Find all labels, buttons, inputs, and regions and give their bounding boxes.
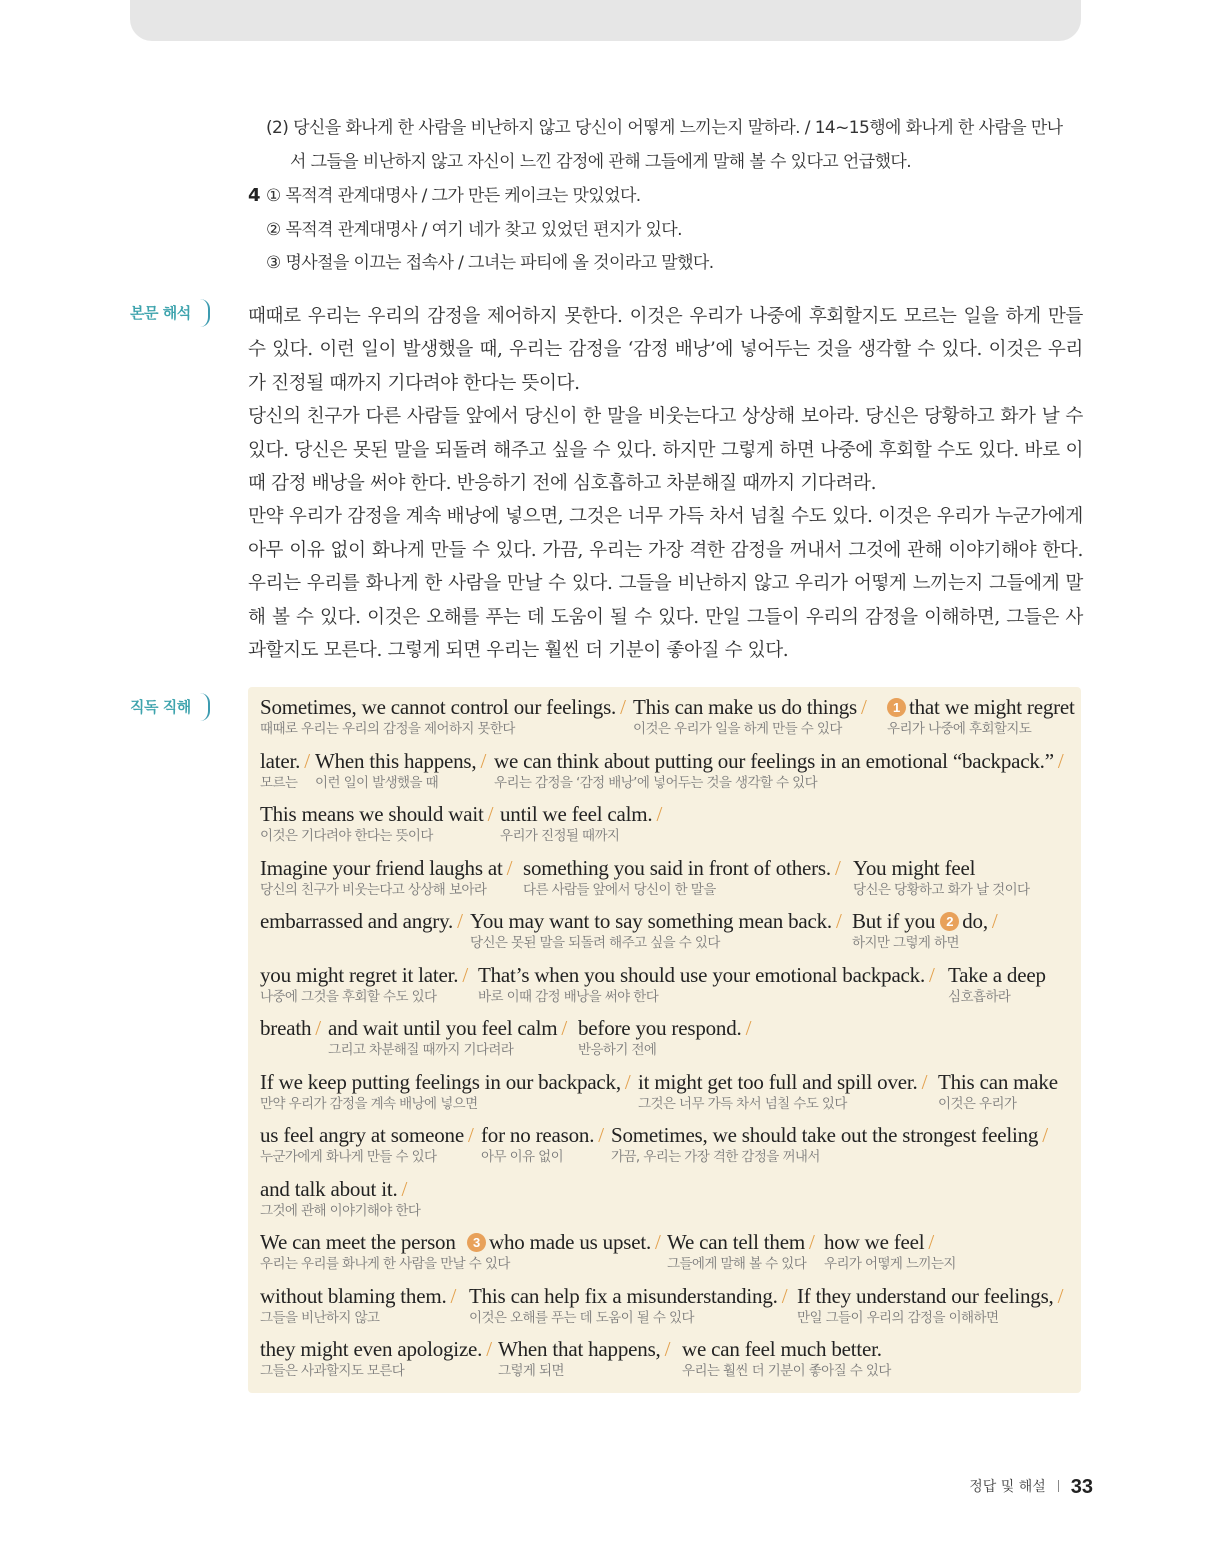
- english-text: we can think about putting our feelings in an emotional “backpack.”: [494, 748, 1054, 773]
- english-text: it might get too full and spill over.: [638, 1069, 918, 1094]
- page-footer: [969, 1476, 1093, 1499]
- english-text: This can make us do things: [633, 695, 858, 719]
- english-text: and talk about it.: [260, 1176, 398, 1201]
- chunk-divider: /: [929, 962, 935, 987]
- chunk-divider: /: [620, 695, 626, 719]
- korean-gloss: 그것에 관해 이야기해야 한다: [260, 1202, 421, 1219]
- reading-chunk: [523, 856, 841, 900]
- footer-separator: [1058, 1480, 1059, 1492]
- page-number: 33: [1070, 1476, 1093, 1498]
- answer-line: [248, 214, 1088, 248]
- korean-gloss: 다른 사람들 앞에서 당신이 한 말을: [523, 881, 716, 898]
- reading-chunk: [260, 695, 626, 739]
- reading-chunk: [260, 749, 310, 793]
- reading-chunk: [500, 802, 662, 846]
- english-text: and wait until you feel calm: [328, 1016, 558, 1040]
- reading-chunk: [260, 802, 493, 846]
- english-chunk: [887, 695, 1075, 719]
- korean-gloss: 하지만 그렇게 하면: [852, 935, 959, 951]
- english-text: But if you: [852, 909, 941, 933]
- english-chunk: [633, 695, 867, 719]
- english-chunk: [328, 1016, 567, 1040]
- english-chunk: [469, 1284, 787, 1308]
- english-chunk: [638, 1070, 927, 1094]
- english-chunk: [500, 802, 662, 826]
- korean-gloss: 반응하기 전에: [578, 1042, 657, 1058]
- english-text: do,: [962, 909, 988, 933]
- reading-chunk: [260, 963, 468, 1007]
- chunk-divider: /: [921, 1069, 928, 1094]
- english-chunk: [260, 1337, 492, 1361]
- english-text: Imagine your friend laughs at: [260, 855, 503, 880]
- top-header-bar: [130, 0, 1081, 41]
- reading-chunk: [260, 856, 512, 900]
- footer-label: 정답 및 해설: [969, 1479, 1046, 1495]
- english-text: This means we should wait: [260, 802, 484, 826]
- english-chunk: [948, 963, 1046, 987]
- reading-chunk: [467, 1230, 661, 1274]
- answer-line: [248, 146, 1088, 180]
- english-text: something you said in front of others.: [523, 855, 831, 880]
- english-text: they might even apologize.: [260, 1337, 483, 1361]
- chunk-divider: /: [834, 855, 841, 880]
- korean-gloss: 그들에게 말해 볼 수 있다: [667, 1256, 807, 1272]
- english-chunk: [578, 1016, 751, 1040]
- english-chunk: [478, 963, 935, 987]
- chunk-divider: /: [861, 695, 867, 719]
- korean-gloss: 심호흡하라: [948, 988, 1011, 1005]
- direct-reading-tag-label: 직독 직해: [130, 698, 191, 716]
- answer-text: ① 목적격 관계대명사 / 그가 만든 케이크는 맛있었다.: [265, 186, 641, 206]
- marker-3-icon: 3: [467, 1233, 486, 1252]
- chunk-divider: /: [486, 1337, 492, 1361]
- english-text: Sometimes, we should take out the strongest feeling: [611, 1123, 1039, 1147]
- reading-chunk: [578, 1016, 751, 1060]
- english-text: This can make: [938, 1069, 1058, 1094]
- english-chunk: [852, 909, 998, 933]
- english-text: embarrassed and angry.: [260, 909, 454, 933]
- korean-translation: [248, 300, 1083, 667]
- english-text: That’s when you should use your emotional backpack.: [478, 962, 926, 987]
- english-text: You may want to say something mean back.: [470, 909, 832, 933]
- korean-gloss: 우리는 훨씬 더 기분이 좋아질 수 있다: [682, 1363, 891, 1379]
- korean-gloss: 때때로 우리는 우리의 감정을 제어하지 못한다: [260, 721, 515, 737]
- english-text: You might feel: [853, 855, 976, 880]
- reading-chunk: [938, 1070, 1058, 1114]
- korean-gloss: 우리가 나중에 후회할지도: [887, 721, 1032, 737]
- chunk-divider: /: [928, 1230, 935, 1254]
- reading-chunk: [260, 909, 463, 953]
- translation-paragraph: 당신의 친구가 다른 사람들 앞에서 당신이 한 말을 비웃는다고 상상해 보아라. 당신은 당황하고 화가 날 수 있다. 당신은 못된 말을 되돌려 해주고 싶을 수 있다. 하지만 그렇게 하면 나중에 후회할 수도 있다. 바로 이때 감정 배낭을 써야 한다. 반응하기 전에 심호흡하고 차분해질 때까지 기다려라.: [248, 406, 1083, 495]
- korean-gloss: 모르는: [260, 774, 298, 791]
- chunk-divider: /: [1057, 1283, 1064, 1308]
- reading-chunk: [328, 1016, 567, 1060]
- chunk-divider: /: [304, 748, 310, 773]
- english-chunk: [260, 802, 493, 826]
- english-text: that we might regret: [909, 695, 1075, 719]
- chunk-divider: /: [487, 802, 494, 826]
- question-number: 4: [248, 185, 260, 206]
- answer-line: [248, 112, 1088, 146]
- english-chunk: [938, 1070, 1058, 1094]
- english-text: us feel angry at someone: [260, 1123, 464, 1147]
- chunk-divider: /: [561, 1016, 568, 1040]
- reading-chunk: [638, 1070, 927, 1114]
- marker-2-icon: 2: [940, 912, 959, 931]
- english-chunk: [611, 1123, 1048, 1147]
- english-chunk: [260, 695, 626, 719]
- korean-gloss: 우리가 어떻게 느끼는지: [824, 1256, 956, 1272]
- chunk-divider: /: [506, 855, 513, 880]
- english-text: If we keep putting feelings in our backpack,: [260, 1069, 621, 1094]
- english-chunk: [260, 1123, 474, 1147]
- reading-chunk: [260, 1284, 456, 1328]
- chunk-divider: /: [655, 1230, 661, 1254]
- english-chunk: [260, 749, 310, 773]
- translation-tag: [130, 299, 210, 327]
- reading-chunk: [478, 963, 935, 1007]
- korean-gloss: 우리는 우리를 화나게 한 사람을 만날 수 있다: [260, 1256, 510, 1272]
- chunk-divider: /: [315, 1016, 321, 1040]
- korean-gloss: [260, 1040, 321, 1060]
- english-chunk: [797, 1284, 1063, 1308]
- english-text: Sometimes, we cannot control our feelings.: [260, 695, 617, 719]
- english-chunk: [260, 1284, 456, 1308]
- english-chunk: [498, 1337, 670, 1361]
- korean-gloss: 누군가에게 화나게 만들 수 있다: [260, 1149, 437, 1165]
- chunk-divider: /: [450, 1283, 457, 1308]
- marker-1-icon: 1: [887, 698, 906, 717]
- reading-chunk: [824, 1230, 956, 1274]
- translation-paragraph: 때때로 우리는 우리의 감정을 제어하지 못한다. 이것은 우리가 나중에 후회할지도 모르는 일을 하게 만들 수 있다. 이런 일이 발생했을 때, 우리는 감정을 ‘감정 배낭’에 넣어두는 것을 생각할 수 있다. 이것은 우리가 진정될 때까지 기다려야 한다는 뜻이다.: [248, 306, 1083, 394]
- english-chunk: [481, 1123, 604, 1147]
- reading-chunk: [852, 909, 998, 953]
- korean-gloss: 그들은 사과할지도 모른다: [260, 1363, 405, 1379]
- reading-chunk: [260, 1177, 420, 1221]
- english-text: When that happens,: [498, 1337, 661, 1361]
- answer-text: ③ 명사절을 이끄는 접속사 / 그녀는 파티에 올 것이라고 말했다.: [266, 253, 714, 273]
- korean-gloss: 나중에 그것을 후회할 수도 있다: [260, 988, 437, 1005]
- korean-gloss: 가끔, 우리는 가장 격한 감정을 꺼내서: [611, 1149, 820, 1165]
- english-chunk: [260, 909, 463, 933]
- chunk-divider: /: [462, 962, 468, 987]
- english-chunk: [260, 1070, 631, 1094]
- reading-chunk: [260, 1070, 631, 1114]
- chunk-divider: /: [624, 1069, 631, 1094]
- korean-gloss: 아무 이유 없이: [481, 1149, 564, 1165]
- translation-paragraph: 만약 우리가 감정을 계속 배낭에 넣으면, 그것은 너무 가득 차서 넘칠 수도 있다. 이것은 우리가 누군가에게 아무 이유 없이 화나게 만들 수 있다. 가끔, 우리는 가장 격한 감정을 꺼내서 그것에 관해 이야기해야 한다. 우리는 우리를 화나게 한 사람을 만날 수 있다. 그들을 비난하지 않고 우리가 어떻게 느끼는지 그들에게 말해 볼 수 있다. 이것은 오해를 푸는 데 도움이 될 수 있다. 만일 그들이 우리의 감정을 이해하면, 그들은 사과할지도 모른다. 그렇게 되면 우리는 훨씬 더 기분이 좋아질 수 있다.: [248, 506, 1083, 662]
- english-chunk: [260, 1016, 321, 1040]
- korean-gloss: 이런 일이 발생했을 때: [315, 774, 439, 791]
- english-text: breath: [260, 1016, 312, 1040]
- korean-gloss: [467, 1254, 661, 1274]
- reading-chunk: [887, 695, 1075, 739]
- english-text: When this happens,: [315, 748, 477, 773]
- korean-gloss: 만약 우리가 감정을 계속 배낭에 넣으면: [260, 1095, 478, 1112]
- english-text: We can meet the person: [260, 1230, 456, 1254]
- direct-reading-tag: [130, 693, 210, 721]
- reading-chunk: [469, 1284, 787, 1328]
- korean-gloss: 이것은 오해를 푸는 데 도움이 될 수 있다: [469, 1309, 694, 1326]
- korean-gloss: 당신은 당황하고 화가 날 것이다: [853, 881, 1030, 898]
- english-text: you might regret it later.: [260, 962, 459, 987]
- reading-chunk: [315, 749, 486, 793]
- chunk-divider: /: [835, 909, 842, 933]
- english-chunk: [523, 856, 841, 880]
- english-chunk: [470, 909, 842, 933]
- reading-chunk: [682, 1337, 891, 1381]
- chunk-divider: /: [1057, 748, 1064, 773]
- english-chunk: [467, 1230, 661, 1254]
- chunk-divider: /: [664, 1337, 671, 1361]
- chunk-divider: /: [480, 748, 487, 773]
- korean-gloss: 그리고 차분해질 때까지 기다려라: [328, 1042, 514, 1058]
- english-text: We can tell them: [667, 1230, 805, 1254]
- korean-gloss: 그것은 너무 가득 차서 넘칠 수도 있다: [638, 1095, 847, 1112]
- chunk-divider: /: [457, 909, 463, 933]
- english-text: until we feel calm.: [500, 802, 653, 826]
- korean-gloss: [260, 933, 463, 953]
- korean-gloss: 만일 그들이 우리의 감정을 이해하면: [797, 1309, 999, 1326]
- english-chunk: [853, 856, 1030, 880]
- english-chunk: [315, 749, 486, 773]
- reading-chunk: [260, 1123, 474, 1167]
- english-text: we can feel much better.: [682, 1337, 882, 1361]
- korean-gloss: 당신은 못된 말을 되돌려 해주고 싶을 수 있다: [470, 935, 720, 951]
- reading-chunk: [260, 1337, 492, 1381]
- english-text: before you respond.: [578, 1016, 742, 1040]
- korean-gloss: 우리가 진정될 때까지: [500, 828, 620, 844]
- reading-chunk: [260, 1016, 321, 1060]
- english-chunk: [667, 1230, 815, 1254]
- korean-gloss: 당신의 친구가 비웃는다고 상상해 보아라: [260, 881, 487, 898]
- korean-gloss: 이것은 기다려야 한다는 뜻이다: [260, 828, 433, 844]
- korean-gloss: 이것은 우리가 일을 하게 만들 수 있다: [633, 721, 842, 737]
- chunk-divider: /: [808, 1230, 815, 1254]
- reading-chunk: [853, 856, 1030, 900]
- answer-line: [248, 179, 1088, 214]
- english-chunk: [260, 963, 468, 987]
- english-chunk: [260, 1177, 420, 1201]
- reading-chunk: [611, 1123, 1048, 1167]
- reading-chunk: [498, 1337, 670, 1381]
- korean-gloss: 우리는 감정을 ‘감정 배낭’에 넣어두는 것을 생각할 수 있다: [494, 774, 818, 791]
- reading-chunk: [481, 1123, 604, 1167]
- chunk-divider: /: [598, 1123, 604, 1147]
- reading-chunk: [667, 1230, 815, 1274]
- korean-gloss: 이것은 우리가: [938, 1095, 1017, 1112]
- english-chunk: [824, 1230, 956, 1254]
- korean-gloss: 그들을 비난하지 않고: [260, 1309, 380, 1326]
- chunk-divider: /: [1042, 1123, 1048, 1147]
- korean-gloss: 바로 이때 감정 배낭을 써야 한다: [478, 988, 659, 1005]
- chunk-divider: /: [781, 1283, 788, 1308]
- reading-chunk: [494, 749, 1063, 793]
- english-text: how we feel: [824, 1230, 925, 1254]
- english-text: This can help fix a misunderstanding.: [469, 1283, 778, 1308]
- answer-section: [248, 112, 1088, 281]
- direct-reading-box: [248, 687, 1081, 1393]
- reading-chunk: [470, 909, 842, 953]
- answer-text: 서 그들을 비난하지 않고 자신이 느낀 감정에 관해 그들에게 말해 볼 수 있다고 언급했다.: [290, 151, 912, 172]
- english-text: who made us upset.: [489, 1230, 652, 1254]
- chunk-divider: /: [656, 802, 663, 826]
- english-text: If they understand our feelings,: [797, 1283, 1054, 1308]
- chunk-divider: /: [991, 909, 998, 933]
- english-text: without blaming them.: [260, 1283, 447, 1308]
- translation-tag-label: 본문 해석: [130, 304, 191, 322]
- english-chunk: [260, 856, 512, 880]
- english-text: Take a deep: [948, 962, 1046, 987]
- reading-chunk: [797, 1284, 1063, 1328]
- chunk-divider: /: [467, 1123, 474, 1147]
- chunk-divider: /: [401, 1176, 408, 1201]
- chunk-divider: /: [745, 1016, 752, 1040]
- english-chunk: [494, 749, 1063, 773]
- reading-chunk: [948, 963, 1046, 1007]
- answer-text: (2) 당신을 화나게 한 사람을 비난하지 않고 당신이 어떻게 느끼는지 말하라. / 14~15행에 화나게 한 사람을 만나: [266, 118, 1063, 138]
- english-chunk: [682, 1337, 891, 1361]
- korean-gloss: 그렇게 되면: [498, 1363, 564, 1379]
- reading-chunk: [633, 695, 867, 739]
- english-text: later.: [260, 748, 301, 773]
- english-text: for no reason.: [481, 1123, 595, 1147]
- answer-line: [248, 247, 1088, 281]
- answer-text: ② 목적격 관계대명사 / 여기 네가 찾고 있었던 편지가 있다.: [266, 219, 682, 240]
